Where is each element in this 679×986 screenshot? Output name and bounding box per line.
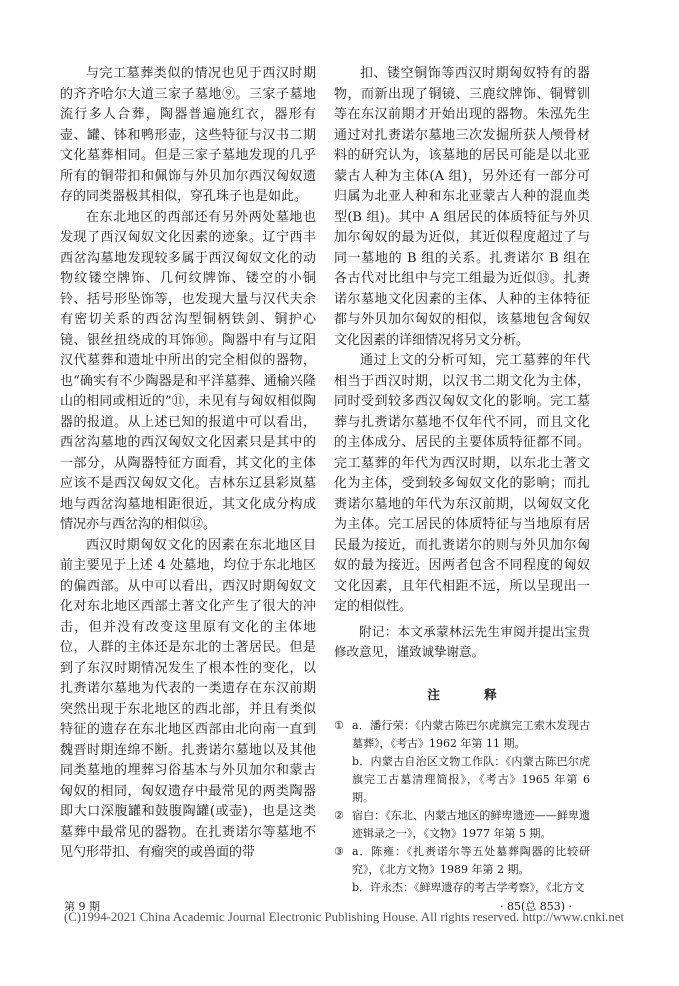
footnote-3 (334, 843, 590, 897)
footnote-entry: 宿白：《东北、内蒙古地区的鲜卑遗迹——鲜卑遗迹辑录之一》，《文物》1977 年第 5 期。 (352, 809, 590, 840)
left-column (60, 64, 316, 864)
footnote-entry: b．内蒙古自治区文物工作队：《内蒙古陈巴尔虎旗完工古墓清理简报》，《考古》1965 年第 6 期。 (352, 755, 590, 804)
footnote-marker: ③ (334, 845, 344, 858)
footnote-entry: a．陈雍：《扎赉诺尔等五处墓葬陶器的比较研究》，《北方文物》1989 年第 2 期。 (352, 845, 590, 876)
body-paragraph: 西汉时期匈奴文化的因素在东北地区目前主要见于上述 4 处墓地，均位于东北地区的偏西部。从中可以看出，西汉时期匈奴文化对东北地区西部土著文化产生了很大的冲击，但并没有改变这里原有文化的主体地位，人群的主体还是东北的土著居民。但是到了东汉时期情况发生了根本性的变化，以扎赉诺尔墓地为代表的一类遗存在东汉前期突然出现于东北地区的西北部，并且有类似特征的遗存在东北地区西部由北向南一直到魏晋时期连绵不断。扎赉诺尔墓地以及其他同类墓地的埋葬习俗基本与外贝加尔和蒙古匈奴的相同，匈奴遗存中最常见的两类陶器即大口深腹罐和鼓腹陶罐(或壶)，也是这类墓葬中最常见的器物。在扎赉诺尔等墓地不见勺形带扣、有瘤突的或兽面的带 (60, 537, 316, 860)
page-number: · 85(总 853) · (500, 900, 573, 913)
footnote-marker: ② (334, 809, 344, 822)
body-paragraph: 在东北地区的西部还有另外两处墓地也发现了西汉匈奴文化因素的迹象。辽宁西丰西岔沟墓地发现较多属于西汉匈奴文化的动物纹镂空牌饰、几何纹牌饰、镂空的小铜铃、括号形坠饰等，也发现大量与汉代夫余有密切关系的西岔沟型铜柄铁剑、铜护心镜、银丝扭绕成的耳饰⑩。陶器中有与辽阳汉代墓葬和遗址中所出的完全相似的器物，也“确实有不少陶器是和平洋墓葬、通榆兴隆山的相同或相近的”⑪，未见有与匈奴相似陶器的报道。从上述已知的报道中可以看出，西岔沟墓地的西汉匈奴文化因素只是其中的一部分，从陶器特征方面看，其文化的主体应该不是西汉匈奴文化。吉林东辽县彩岚墓地与西岔沟墓地相距很近，其文化成分构成情况亦与西岔沟的相似⑫。 (60, 209, 316, 532)
footnote-entry: a．潘行荣：《内蒙古陈巴尔虎旗完工索木发现古墓葬》，《考古》1962 年第 11 期。 (352, 719, 590, 750)
copyright-line: (C)1994-2021 China Academic Journal Electronic Publishing House. All rights reserved. http://www.cnki.net (64, 910, 625, 924)
notes-heading: 注 释 (427, 686, 517, 702)
acknowledgement: 附记：本文承蒙林沄先生审阅并提出宝贵修改意见，谨致诚挚谢意。 (334, 623, 590, 659)
body-paragraph: 与完工墓葬类似的情况也见于西汉时期的齐齐哈尔大道三家子墓地⑨。三家子墓地流行多人合葬，陶器普遍施红衣，器形有壶、罐、钵和鸭形壶，这些特征与汉书二期文化墓葬相同。但是三家子墓地发现的几乎所有的铜带扣和佩饰与外贝加尔西汉匈奴遗存的同类器极其相似，穿孔珠子也是如此。 (60, 66, 316, 204)
issue-number: 第 9 期 (64, 900, 100, 913)
footnote-1 (334, 717, 590, 807)
body-paragraph: 通过上文的分析可知，完工墓葬的年代相当于西汉时期，以汉书二期文化为主体，同时受到较多西汉匈奴文化的影响。完工墓葬与扎赉诺尔墓地不仅年代不同，而且文化的主体成分、居民的主要体质特征都不同。完工墓葬的年代为西汉时期，以东北土著文化为主体，受到较多匈奴文化的影响；而扎赉诺尔墓地的年代为东汉前期，以匈奴文化为主体。完工居民的体质特征与当地原有居民最为接近，而扎赉诺尔的则与外贝加尔匈奴的最为接近。因两者包含不同程度的匈奴文化因素，且年代相距不远，所以呈现出一定的相似性。 (334, 353, 590, 614)
footnote-marker: ① (334, 719, 344, 732)
footnote-2 (334, 807, 590, 843)
right-column (334, 64, 590, 897)
body-paragraph: 扣、镂空铜饰等西汉时期匈奴特有的器物，而新出现了铜镜、三鹿纹牌饰、铜臂钏等在东汉前期才开始出现的器物。朱泓先生通过对扎赉诺尔墓地三次发掘所获人颅骨材料的研究认为，该墓地的居民可能是以北亚蒙古人种为主体(A 组)，另外还有一部分可归属为北亚人种和东北亚蒙古人种的混血类型(B 组)。其中 A 组居民的体质特征与外贝加尔匈奴的最为近似，其近似程度超过了与同一墓地的 B 组的关系。扎赉诺尔 B 组在各古代对比组中与完工组最为近似⑬。扎赉诺尔墓地文化因素的主体、人种的主体特征都与外贝加尔匈奴的相似，该墓地包含匈奴文化因素的详细情况将另文分析。 (334, 66, 590, 348)
footnote-entry: b．许永杰：《鲜卑遗存的考古学考察》，《北方文 (352, 881, 585, 894)
